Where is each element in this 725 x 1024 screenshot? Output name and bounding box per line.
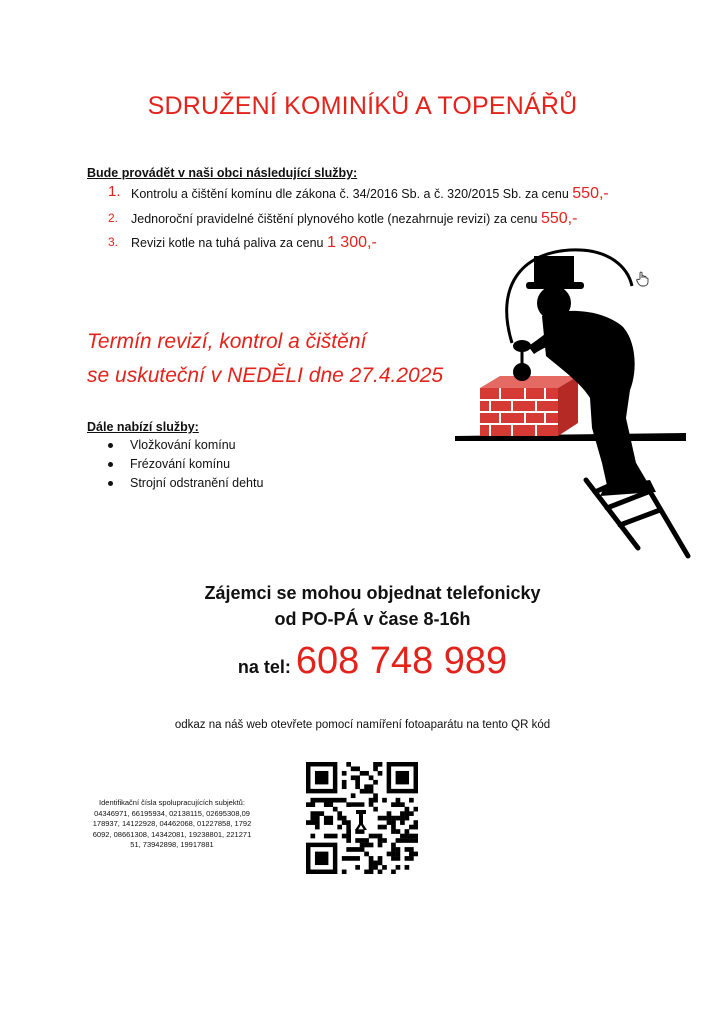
hand-cursor-icon [636, 271, 650, 287]
qr-code[interactable] [306, 762, 418, 874]
bullet-icon [108, 443, 113, 448]
order-hours: od PO-PÁ v čase 8-16h [274, 609, 471, 629]
service-text: Kontrolu a čištění komínu dle zákona č. 34/2016 Sb. a č. 320/2015 Sb. za cenu [131, 187, 573, 201]
service-number: 3. [108, 235, 119, 249]
bullet-icon [108, 462, 113, 467]
services-heading: Bude provádět v naši obci následující služby: [87, 166, 358, 180]
service-price: 1 300,- [326, 234, 377, 251]
service-text: Revizi kotle na tuhá paliva za cenu [131, 236, 327, 250]
company-ids [92, 798, 252, 851]
extra-service-text: Frézování komínu [130, 457, 231, 471]
phone-number[interactable]: 608 748 989 [295, 640, 508, 682]
term-announcement [87, 325, 443, 393]
ladder-icon [586, 444, 688, 556]
term-line: se uskuteční v NEDĚLI dne 27.4.2025 [87, 364, 444, 387]
chimney-sweep-illustration [450, 248, 695, 560]
order-text: Zájemci se mohou objednat telefonicky [204, 583, 541, 603]
company-ids-heading: Identifikační čísla spolupracujících subjektů: [99, 798, 245, 807]
extra-service-text: Vložkování komínu [130, 438, 236, 452]
phone-label: na tel: [237, 657, 296, 677]
extra-services-heading: Dále nabízí služby: [87, 420, 199, 434]
company-ids-list: 04346971, 66195934, 02138115, 02695308,09178937, 14122928, 04462068, 01227858, 17926092, 08661308, 14342081, 19238801, 22127151, 73942898, 19917881 [92, 808, 252, 849]
term-line: Termín revizí, kontrol a čištění [87, 330, 367, 353]
web-note: odkaz na náš web otevřete pomocí namíření fotoaparátu na tento QR kód [174, 719, 551, 731]
page-title: SDRUŽENÍ KOMINÍKŮ A TOPENÁŘŮ [147, 92, 578, 120]
phone-row [0, 640, 725, 683]
service-price: 550,- [540, 210, 578, 227]
service-number: 2. [108, 211, 119, 225]
service-number: 1. [108, 183, 121, 200]
service-text: Jednoroční pravidelné čištění plynového kotle (nezahrnuje revizi) za cenu [131, 212, 541, 226]
brick-chimney-icon [480, 376, 578, 436]
chimney-sweep-figure-icon [507, 250, 656, 496]
bullet-icon [108, 481, 113, 486]
extra-service-text: Strojní odstranění dehtu [130, 476, 264, 490]
service-price: 550,- [572, 185, 609, 202]
